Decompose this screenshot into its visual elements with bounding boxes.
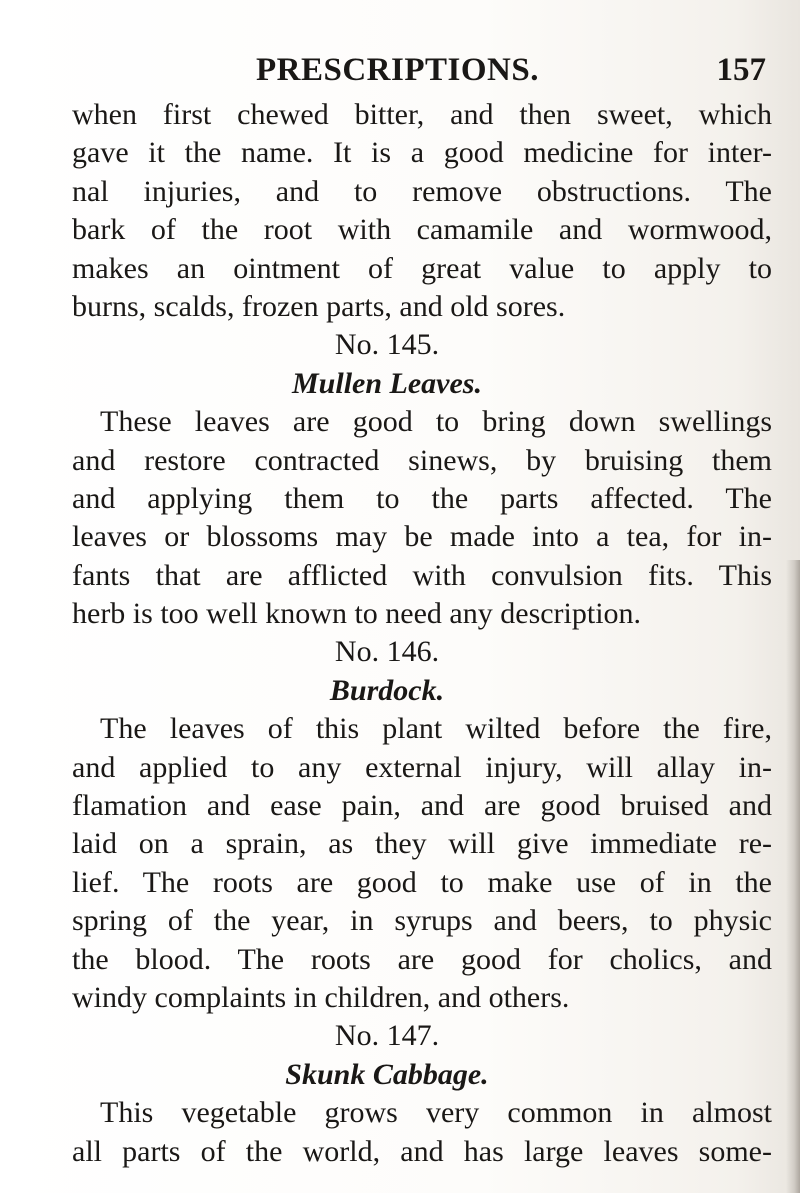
text-line: The leaves of this plant wilted before the fire,	[100, 712, 772, 746]
section-title: Skunk Cabbage.	[285, 1057, 489, 1091]
text-line: when first chewed bitter, and then sweet, which	[72, 98, 772, 131]
section-number: No. 147.	[334, 1019, 440, 1053]
page-header	[256, 52, 766, 96]
body-text	[72, 96, 772, 1171]
text-line: leaves or blossoms may be made into a tea, for in-	[72, 520, 772, 554]
text-line: herb is too well known to need any description.	[72, 597, 642, 631]
text-line: and restore contracted sinews, by bruising them	[72, 443, 772, 477]
section-title: Burdock.	[329, 673, 445, 707]
text-line: and applied to any external injury, will allay in-	[72, 750, 772, 784]
text-line: and applying them to the parts affected. The	[72, 481, 772, 515]
text-line: laid on a sprain, as they will give immediate re-	[72, 827, 772, 861]
text-line: flamation and ease pain, and are good bruised and	[72, 789, 772, 823]
text-line: the blood. The roots are good for cholics, and	[72, 942, 772, 976]
text-line: nal injuries, and to remove obstructions. The	[72, 174, 772, 208]
text-line: burns, scalds, frozen parts, and old sores.	[72, 289, 566, 323]
section-title: Mullen Leaves.	[292, 366, 482, 400]
text-line: spring of the year, in syrups and beers, to physic	[72, 904, 772, 938]
text-line: windy complaints in children, and others.	[72, 980, 570, 1014]
page-edge-shadow	[786, 560, 800, 1193]
text-line: These leaves are good to bring down swellings	[100, 405, 772, 439]
section-number: No. 145.	[334, 328, 440, 362]
text-line: gave it the name. It is a good medicine for inter-	[72, 136, 772, 170]
text-line: fants that are afflicted with convulsion fits. This	[72, 558, 772, 592]
page-number: 157	[716, 52, 766, 88]
text-line: lief. The roots are good to make use of in the	[72, 865, 772, 899]
text-line: This vegetable grows very common in almost	[100, 1096, 772, 1130]
text-line: makes an ointment of great value to apply to	[72, 251, 772, 285]
running-head: PRESCRIPTIONS.	[256, 52, 539, 88]
text-line: bark of the root with camamile and wormwood,	[72, 213, 772, 247]
text-line: all parts of the world, and has large leaves some-	[72, 1134, 772, 1168]
section-number: No. 146.	[334, 635, 440, 669]
